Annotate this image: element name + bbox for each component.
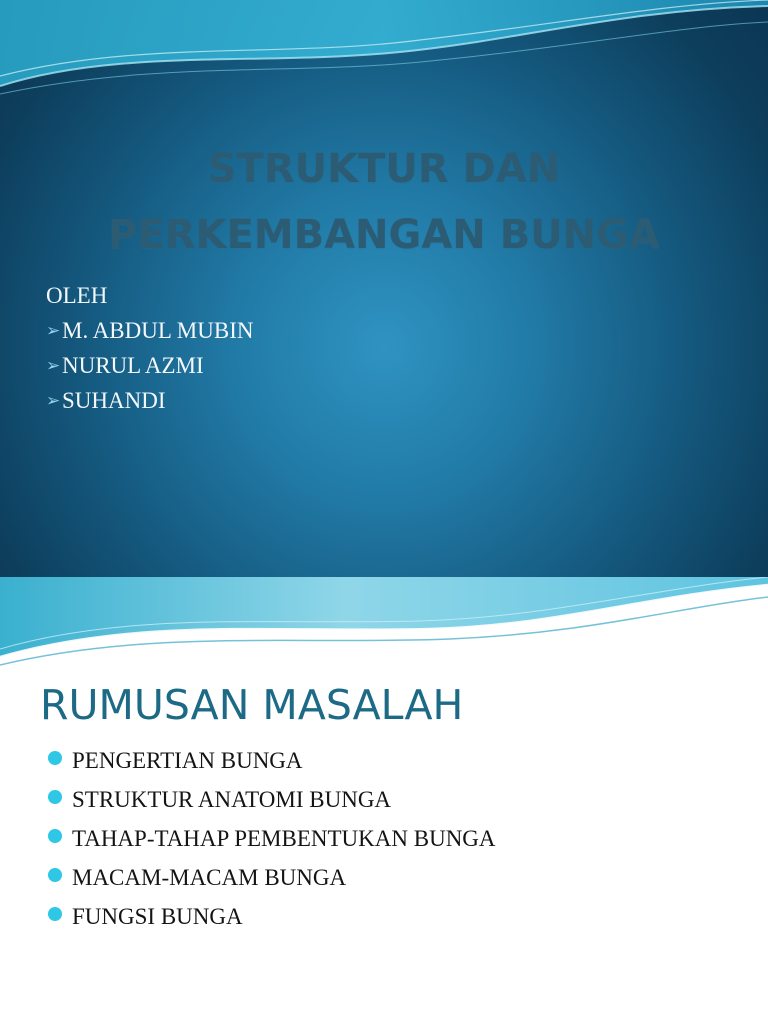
slide-heading: RUMUSAN MASALAH xyxy=(40,681,464,729)
arrow-bullet-icon: ➢ xyxy=(46,321,61,340)
author-item xyxy=(46,313,253,348)
list-item-text: STRUKTUR ANATOMI BUNGA xyxy=(72,787,392,812)
bullet-list xyxy=(48,741,496,936)
list-item xyxy=(48,858,496,897)
author-item xyxy=(46,383,253,418)
byline-label: OLEH xyxy=(46,283,108,308)
list-item xyxy=(48,897,496,936)
decorative-wave-top xyxy=(0,0,768,110)
arrow-bullet-icon: ➢ xyxy=(46,391,61,410)
list-item-text: PENGERTIAN BUNGA xyxy=(72,748,303,773)
author-name: NURUL AZMI xyxy=(62,353,204,378)
author-name: M. ABDUL MUBIN xyxy=(62,318,254,343)
author-item xyxy=(46,348,253,383)
list-item xyxy=(48,780,496,819)
author-name: SUHANDI xyxy=(62,388,166,413)
circle-bullet-icon xyxy=(48,751,62,765)
circle-bullet-icon xyxy=(48,829,62,843)
byline xyxy=(46,278,253,313)
presentation-title xyxy=(0,136,768,268)
decorative-wave-top xyxy=(0,577,768,677)
circle-bullet-icon xyxy=(48,907,62,921)
list-item xyxy=(48,819,496,858)
content-slide xyxy=(0,577,768,1024)
circle-bullet-icon xyxy=(48,868,62,882)
list-item-text: MACAM-MACAM BUNGA xyxy=(72,865,347,890)
circle-bullet-icon xyxy=(48,790,62,804)
title-line-2: PERKEMBANGAN BUNGA xyxy=(108,212,660,258)
arrow-bullet-icon: ➢ xyxy=(46,356,61,375)
list-item-text: TAHAP-TAHAP PEMBENTUKAN BUNGA xyxy=(72,826,496,851)
list-item-text: FUNGSI BUNGA xyxy=(72,904,243,929)
list-item xyxy=(48,741,496,780)
title-line-1: STRUKTUR DAN xyxy=(207,146,561,192)
author-list xyxy=(46,278,253,418)
